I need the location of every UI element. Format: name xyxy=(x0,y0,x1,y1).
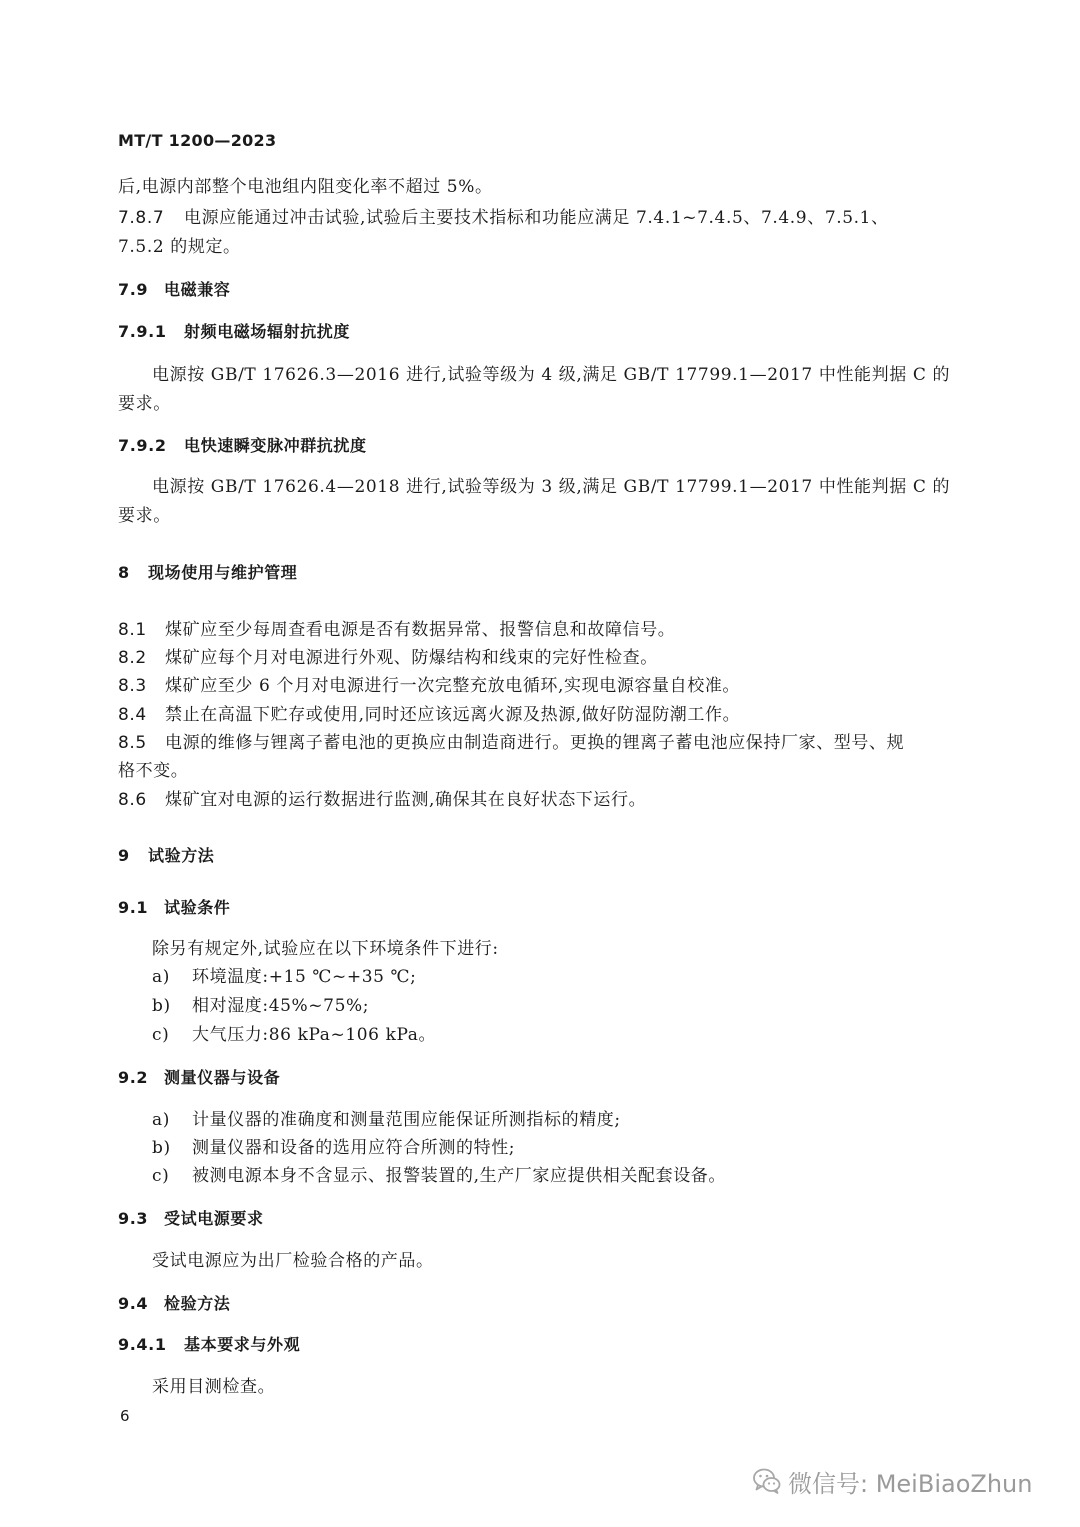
heading-9-4-1 xyxy=(118,1334,300,1356)
list-text: 大气压力:86 kPa~106 kPa。 xyxy=(192,1025,437,1045)
heading-7-9 xyxy=(118,279,230,301)
paragraph-line: 受试电源应为出厂检验合格的产品。 xyxy=(152,1251,434,1271)
heading-number: 9.1 xyxy=(118,898,149,917)
clause-number: 8.2 xyxy=(118,648,147,668)
wechat-icon xyxy=(752,1466,782,1496)
list-item xyxy=(152,1137,515,1159)
heading-number: 9 xyxy=(118,846,130,865)
heading-9-3 xyxy=(118,1208,264,1230)
list-text: 计量仪器的准确度和测量范围应能保证所测指标的精度; xyxy=(192,1110,621,1130)
list-item xyxy=(152,1024,436,1046)
paragraph-line: 格不变。 xyxy=(118,761,189,781)
paragraph-line: 后,电源内部整个电池组内阻变化率不超过 5%。 xyxy=(118,177,493,197)
paragraph-line: 电源按 GB/T 17626.4—2018 进行,试验等级为 3 级,满足 GB/T 17799.1—2017 中性能判据 C 的 xyxy=(152,477,951,497)
list-item xyxy=(152,966,417,988)
heading-number: 7.9 xyxy=(118,280,149,299)
clause-number: 8.6 xyxy=(118,790,147,810)
list-label: a) xyxy=(152,967,170,987)
heading-7-9-1 xyxy=(118,321,350,343)
heading-title: 检验方法 xyxy=(164,1294,231,1313)
clause-number: 8.4 xyxy=(118,705,147,725)
heading-8 xyxy=(118,562,297,584)
watermark-text: 微信号: MeiBiaoZhun xyxy=(788,1469,1033,1498)
heading-title: 测量仪器与设备 xyxy=(164,1068,281,1087)
list-text: 被测电源本身不含显示、报警装置的,生产厂家应提供相关配套设备。 xyxy=(192,1166,727,1186)
heading-title: 电快速瞬变脉冲群抗扰度 xyxy=(184,436,367,455)
heading-title: 电磁兼容 xyxy=(164,280,231,299)
list-text: 相对湿度:45%~75%; xyxy=(192,996,370,1016)
clause-8-2 xyxy=(118,647,658,669)
list-label: b) xyxy=(152,1138,171,1158)
paragraph-line: 要求。 xyxy=(118,394,171,414)
list-label: c) xyxy=(152,1025,170,1045)
clause-8-5 xyxy=(118,732,904,754)
clause-number: 8.3 xyxy=(118,676,147,696)
heading-number: 9.2 xyxy=(118,1068,149,1087)
heading-title: 现场使用与维护管理 xyxy=(148,563,298,582)
heading-number: 8 xyxy=(118,563,130,582)
paragraph-line: 要求。 xyxy=(118,506,171,526)
heading-9-1 xyxy=(118,897,230,919)
heading-title: 射频电磁场辐射抗扰度 xyxy=(184,322,351,341)
clause-text: 煤矿应至少 6 个月对电源进行一次完整充放电循环,实现电源容量自校准。 xyxy=(165,676,741,696)
heading-number: 7.9.1 xyxy=(118,322,167,341)
list-item xyxy=(152,1165,726,1187)
clause-number: 8.1 xyxy=(118,620,147,640)
heading-9 xyxy=(118,845,214,867)
clause-number: 7.8.7 xyxy=(118,208,165,228)
heading-title: 试验方法 xyxy=(148,846,215,865)
clause-text: 煤矿应至少每周查看电源是否有数据异常、报警信息和故障信号。 xyxy=(165,620,676,640)
clause-text: 电源应能通过冲击试验,试验后主要技术指标和功能应满足 7.4.1~7.4.5、7.4.9、7.5.1、 xyxy=(184,208,889,228)
clause-8-6 xyxy=(118,789,646,811)
clause-8-4 xyxy=(118,704,740,726)
heading-number: 9.4 xyxy=(118,1294,149,1313)
clause-7-8-7 xyxy=(118,207,889,229)
clause-text: 电源的维修与锂离子蓄电池的更换应由制造商进行。更换的锂离子蓄电池应保持厂家、型号、规 xyxy=(165,733,905,753)
clause-text: 煤矿应每个月对电源进行外观、防爆结构和线束的完好性检查。 xyxy=(165,648,658,668)
heading-9-2 xyxy=(118,1067,280,1089)
heading-number: 7.9.2 xyxy=(118,436,167,455)
heading-title: 试验条件 xyxy=(164,898,231,917)
paragraph-line: 7.5.2 的规定。 xyxy=(118,237,241,257)
list-label: b) xyxy=(152,996,171,1016)
heading-7-9-2 xyxy=(118,435,367,457)
page-number: 6 xyxy=(120,1407,130,1425)
list-item xyxy=(152,1109,621,1131)
list-label: c) xyxy=(152,1166,170,1186)
clause-text: 煤矿宜对电源的运行数据进行监测,确保其在良好状态下运行。 xyxy=(165,790,647,810)
clause-number: 8.5 xyxy=(118,733,147,753)
paragraph-line: 电源按 GB/T 17626.3—2016 进行,试验等级为 4 级,满足 GB/T 17799.1—2017 中性能判据 C 的 xyxy=(152,365,951,385)
clause-8-3 xyxy=(118,675,740,697)
heading-number: 9.4.1 xyxy=(118,1335,167,1354)
list-item xyxy=(152,995,369,1017)
heading-title: 受试电源要求 xyxy=(164,1209,264,1228)
watermark xyxy=(752,1463,1062,1499)
heading-9-4 xyxy=(118,1293,230,1315)
paragraph-line: 除另有规定外,试验应在以下环境条件下进行: xyxy=(152,939,499,959)
clause-8-1 xyxy=(118,619,675,641)
list-text: 测量仪器和设备的选用应符合所测的特性; xyxy=(192,1138,516,1158)
list-text: 环境温度:+15 ℃~+35 ℃; xyxy=(192,967,417,987)
paragraph-line: 采用目测检查。 xyxy=(152,1377,276,1397)
heading-number: 9.3 xyxy=(118,1209,149,1228)
clause-text: 禁止在高温下贮存或使用,同时还应该远离火源及热源,做好防湿防潮工作。 xyxy=(165,705,741,725)
document-number: MT/T 1200—2023 xyxy=(118,131,277,150)
heading-title: 基本要求与外观 xyxy=(184,1335,301,1354)
list-label: a) xyxy=(152,1110,170,1130)
